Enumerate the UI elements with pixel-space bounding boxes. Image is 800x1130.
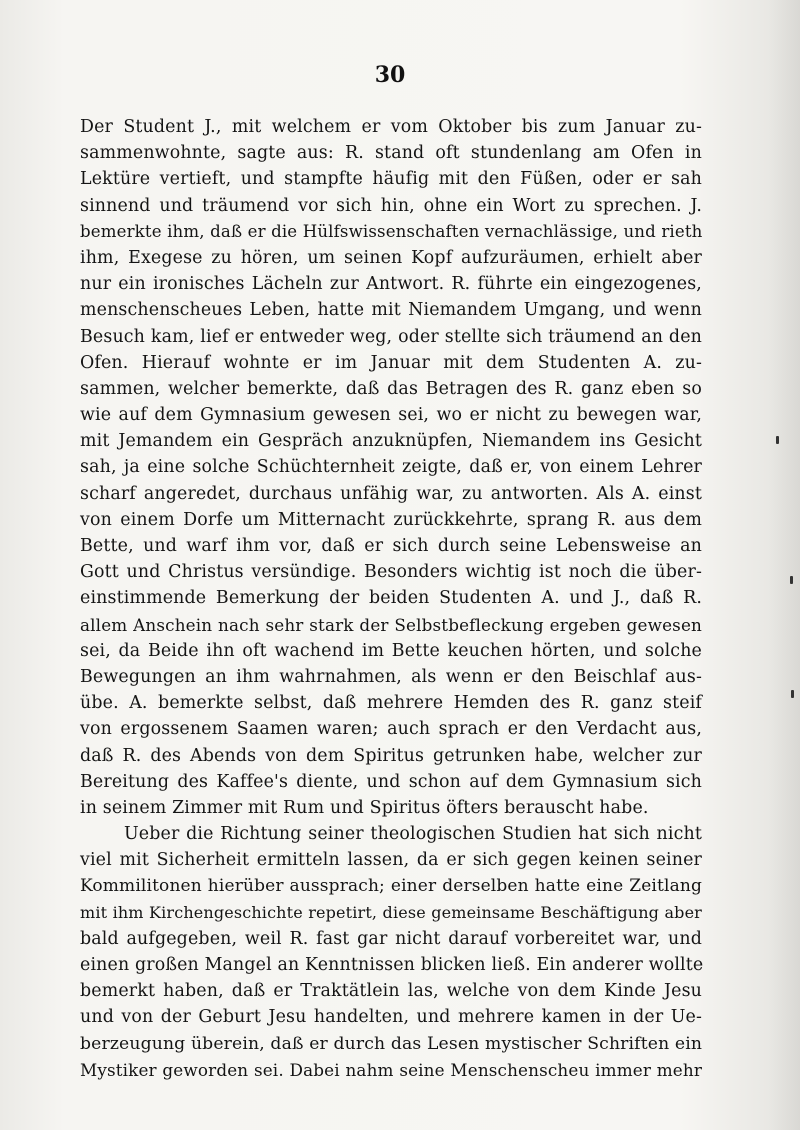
text-line: sei, da Beide ihn oft wachend im Bette keuchen hörten, und solche: [80, 640, 702, 661]
text-line: viel mit Sicherheit ermitteln lassen, da er sich gegen keinen seiner: [80, 850, 702, 871]
text-line: sah, ja eine solche Schüchternheit zeigte, daß er, von einem Lehrer: [80, 457, 702, 478]
text-line: Kommilitonen hierüber aussprach; einer derselben hatte eine Zeitlang: [80, 876, 702, 897]
text-line: Der Student J., mit welchem er vom Oktober bis zum Januar zu-: [80, 117, 702, 137]
text-line: wie auf dem Gymnasium gewesen sei, wo er nicht zu bewegen war,: [80, 405, 702, 426]
text-line: und von der Geburt Jesu handelten, und mehrere kamen in der Ue-: [80, 1007, 702, 1028]
text-line: nur ein ironisches Lächeln zur Antwort. R. führte ein eingezogenes,: [80, 274, 702, 295]
page-edge-mark: [776, 436, 779, 444]
text-line: Ofen. Hierauf wohnte er im Januar mit dem Studenten A. zu-: [80, 352, 702, 373]
text-line: Bereitung des Kaffee's diente, und schon auf dem Gymnasium sich: [80, 771, 702, 792]
page-edge-mark: [791, 690, 794, 698]
text-line: einen großen Mangel an Kenntnissen blicken ließ. Ein anderer wollte: [80, 955, 704, 975]
paragraph-2: [80, 821, 702, 1083]
text-line: Bette, und warf ihm vor, daß er sich durch seine Lebensweise an: [80, 536, 702, 556]
text-line: daß R. des Abends von dem Spiritus getrunken habe, welcher zur: [80, 745, 702, 766]
text-line: einstimmende Bemerkung der beiden Studenten A. und J., daß R.: [80, 588, 702, 609]
page-number: 30: [374, 62, 406, 88]
text-line: sinnend und träumend vor sich hin, ohne ein Wort zu sprechen. J.: [80, 195, 702, 216]
text-line: scharf angeredet, durchaus unfähig war, zu antworten. Als A. einst: [80, 483, 702, 504]
text-line: mit ihm Kirchengeschichte repetirt, diese gemeinsame Beschäftigung aber: [80, 902, 702, 922]
text-line: menschenscheues Leben, hatte mit Niemandem Umgang, und wenn: [80, 300, 702, 321]
paragraph-1: [80, 114, 702, 821]
text-line: ihm, Exegese zu hören, um seinen Kopf aufzuräumen, erhielt aber: [80, 247, 702, 268]
text-line: in seinem Zimmer mit Rum und Spiritus öfters berauscht habe.: [80, 797, 649, 818]
text-line: Bewegungen an ihm wahrnahmen, als wenn er den Beischlaf aus-: [80, 666, 702, 687]
text-line: bald aufgegeben, weil R. fast gar nicht darauf vorbereitet war, und: [80, 928, 702, 949]
text-line: berzeugung überein, daß er durch das Lesen mystischer Schriften ein: [80, 1033, 703, 1054]
text-line: übe. A. bemerkte selbst, daß mehrere Hemden des R. ganz steif: [80, 693, 702, 714]
text-line: bemerkt haben, daß er Traktätlein las, welche von dem Kinde Jesu: [80, 981, 702, 1002]
text-line: Mystiker geworden sei. Dabei nahm seine Menschenscheu immer mehr: [80, 1059, 702, 1080]
text-line: von einem Dorfe um Mitternacht zurückkehrte, sprang R. aus dem: [80, 509, 702, 530]
text-line: Lektüre vertieft, und stampfte häufig mit den Füßen, oder er sah: [80, 169, 702, 190]
text-line: sammenwohnte, sagte aus: R. stand oft stundenlang am Ofen in: [80, 143, 702, 164]
page-edge-mark: [790, 576, 793, 584]
text-line: Ueber die Richtung seiner theologischen Studien hat sich nicht: [124, 824, 702, 845]
text-line: bemerkte ihm, daß er die Hülfswissenschaften vernachlässige, und rieth: [80, 221, 703, 241]
text-line: Besuch kam, lief er entweder weg, oder stellte sich träumend an den: [80, 326, 702, 347]
body-text: [80, 114, 702, 1083]
text-line: allem Anschein nach sehr stark der Selbstbefleckung ergeben gewesen: [80, 614, 702, 635]
text-line: sammen, welcher bemerkte, daß das Betragen des R. ganz eben so: [80, 378, 702, 399]
text-line: von ergossenem Saamen waren; auch sprach er den Verdacht aus,: [80, 719, 702, 740]
text-line: mit Jemandem ein Gespräch anzuknüpfen, Niemandem ins Gesicht: [80, 431, 702, 452]
text-line: Gott und Christus versündige. Besonders wichtig ist noch die über-: [80, 562, 702, 583]
